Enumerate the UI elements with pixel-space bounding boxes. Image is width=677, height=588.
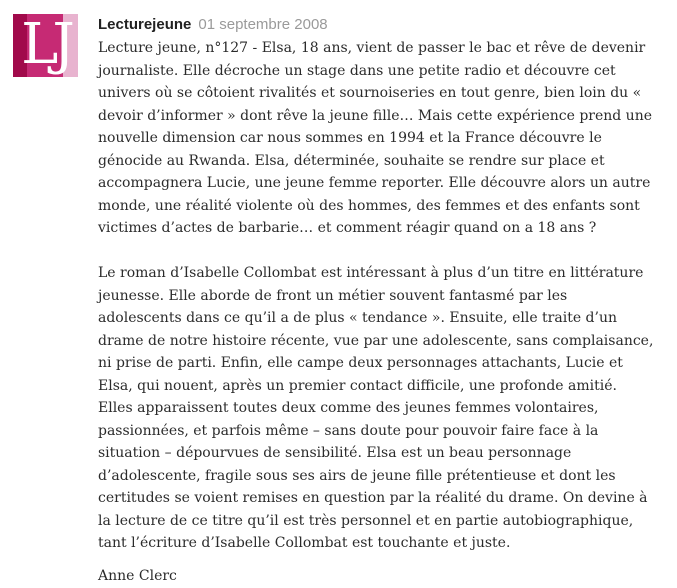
comment-date: 01 septembre 2008 bbox=[198, 16, 328, 33]
author-name[interactable]: Lecturejeune bbox=[98, 16, 192, 33]
text-line: ni prise de parti. Enfin, elle campe deux personnages attachants, Lucie et bbox=[98, 355, 623, 371]
text-line: devoir d’informer » dont rêve la jeune fille… Mais cette expérience prend une bbox=[98, 107, 653, 124]
text-line: drame de notre histoire récente, vue par une adolescente, sans complaisance, bbox=[98, 332, 654, 349]
comment-paragraph bbox=[98, 37, 658, 240]
text-line: d’adolescente, fragile sous ses airs de jeune fille prétentieuse et dont les bbox=[98, 467, 616, 484]
signature: Anne Clerc bbox=[98, 568, 177, 584]
text-line: univers où se côtoient rivalités et sournoiseries en tout genre, bien loin du « bbox=[98, 85, 642, 101]
text-line: adolescents dans ce qu’il a de plus « tendance ». Ensuite, elle traite d’un bbox=[98, 310, 618, 326]
comment-header bbox=[98, 14, 328, 36]
text-line: Elles apparaissent toutes deux comme des jeunes femmes volontaires, bbox=[98, 400, 599, 416]
text-line: victimes d’actes de barbarie… et comment réagir quand on a 18 ans ? bbox=[98, 220, 597, 236]
text-line: la lecture de ce titre qu’il est très personnel et en partie autobiographique, bbox=[98, 512, 634, 529]
text-line: génocide au Rwanda. Elsa, déterminée, souhaite se rendre sur place et bbox=[98, 152, 605, 169]
text-line: monde, une réalité violente où des hommes, des femmes et des enfants sont bbox=[98, 197, 640, 214]
text-line: nouvelle dimension car nous sommes en 1994 et la France découvre le bbox=[98, 130, 602, 146]
text-line: tant l’écriture d’Isabelle Collombat est touchante et juste. bbox=[98, 535, 511, 551]
text-line: Lecture jeune, n°127 - Elsa, 18 ans, vient de passer le bac et rêve de devenir bbox=[98, 40, 646, 56]
text-line: passionnées, et parfois même – sans doute pour pouvoir faire face à la bbox=[98, 422, 599, 439]
avatar-monogram: LJ bbox=[21, 14, 69, 77]
text-line: accompagnera Lucie, une jeune femme reporter. Elle découvre alors un autre bbox=[98, 175, 651, 191]
text-line: Le roman d’Isabelle Collombat est intéressant à plus d’un titre en littérature bbox=[98, 265, 644, 281]
text-line: journaliste. Elle décroche un stage dans une petite radio et découvre cet bbox=[98, 62, 616, 79]
text-line: certitudes se voient remises en question par la réalité du drame. On devine à bbox=[98, 490, 648, 506]
text-line: Elsa, qui nouent, après un premier contact difficile, une profonde amitié. bbox=[98, 377, 617, 394]
text-line: jeunesse. Elle aborde de front un métier souvent fantasmé par les bbox=[98, 287, 568, 304]
avatar[interactable] bbox=[13, 14, 78, 77]
comment-paragraph bbox=[98, 262, 658, 555]
comment-body bbox=[98, 37, 658, 577]
text-line: situation – dépourvues de sensibilité. Elsa est un beau personnage bbox=[98, 445, 572, 461]
